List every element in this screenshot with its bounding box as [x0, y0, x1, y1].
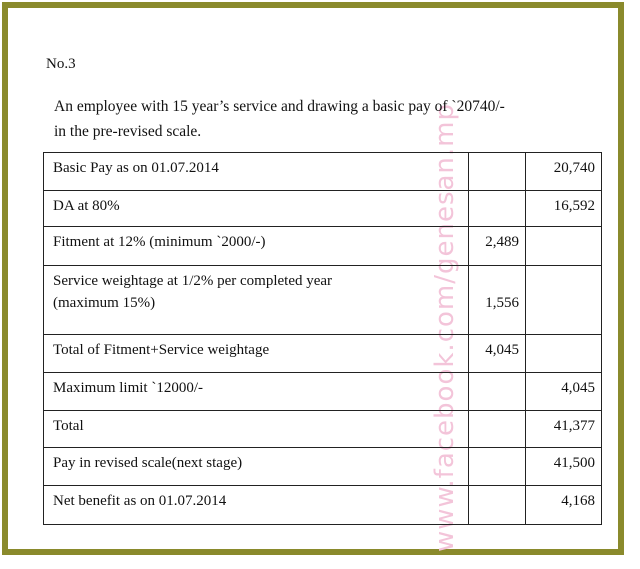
- row-total-value: 16,592: [526, 191, 602, 227]
- table-row: [44, 153, 602, 191]
- table-row: [44, 191, 602, 227]
- table-row: [44, 486, 602, 525]
- table-row: [44, 335, 602, 373]
- row-label: Maximum limit `12000/-: [44, 373, 469, 411]
- row-label: DA at 80%: [44, 191, 469, 227]
- row-mid-value: 2,489: [469, 227, 526, 266]
- row-total-value: 4,168: [526, 486, 602, 525]
- intro-line-2: in the pre-revised scale.: [54, 123, 202, 140]
- row-total-value: 41,500: [526, 448, 602, 486]
- watermark-text: www.facebook.com/genesan.mp: [430, 102, 460, 552]
- row-label-line-1: Service weightage at 1/2% per completed year: [53, 273, 333, 289]
- row-label: [44, 266, 469, 335]
- intro-paragraph: [54, 94, 614, 144]
- row-mid-value: [469, 486, 526, 525]
- row-label: Total of Fitment+Service weightage: [44, 335, 469, 373]
- row-total-value: 41,377: [526, 411, 602, 448]
- intro-line-1: An employee with 15 year’s service and drawing a basic pay of `20740/-: [54, 98, 505, 115]
- row-mid-value-text: 1,556: [485, 295, 520, 311]
- row-mid-value: [469, 411, 526, 448]
- row-label: Basic Pay as on 01.07.2014: [44, 153, 469, 191]
- table-row: [44, 448, 602, 486]
- row-mid-value: [469, 373, 526, 411]
- row-total-value: 4,045: [526, 373, 602, 411]
- row-mid-value: [469, 266, 526, 335]
- table-row: [44, 373, 602, 411]
- pay-calculation-table: [43, 152, 602, 525]
- row-label: Total: [44, 411, 469, 448]
- table-row: [44, 411, 602, 448]
- row-mid-value: [469, 153, 526, 191]
- row-label: Pay in revised scale(next stage): [44, 448, 469, 486]
- row-mid-value: [469, 448, 526, 486]
- row-mid-value: 4,045: [469, 335, 526, 373]
- row-total-value: 20,740: [526, 153, 602, 191]
- row-label: Fitment at 12% (minimum `2000/-): [44, 227, 469, 266]
- document-number: No.3: [46, 56, 76, 72]
- row-label: Net benefit as on 01.07.2014: [44, 486, 469, 525]
- table-row: [44, 266, 602, 335]
- table-row: [44, 227, 602, 266]
- row-total-value: [526, 227, 602, 266]
- row-total-value: [526, 335, 602, 373]
- row-mid-value: [469, 191, 526, 227]
- row-total-value: [526, 266, 602, 335]
- row-label-line-2: (maximum 15%): [53, 295, 156, 311]
